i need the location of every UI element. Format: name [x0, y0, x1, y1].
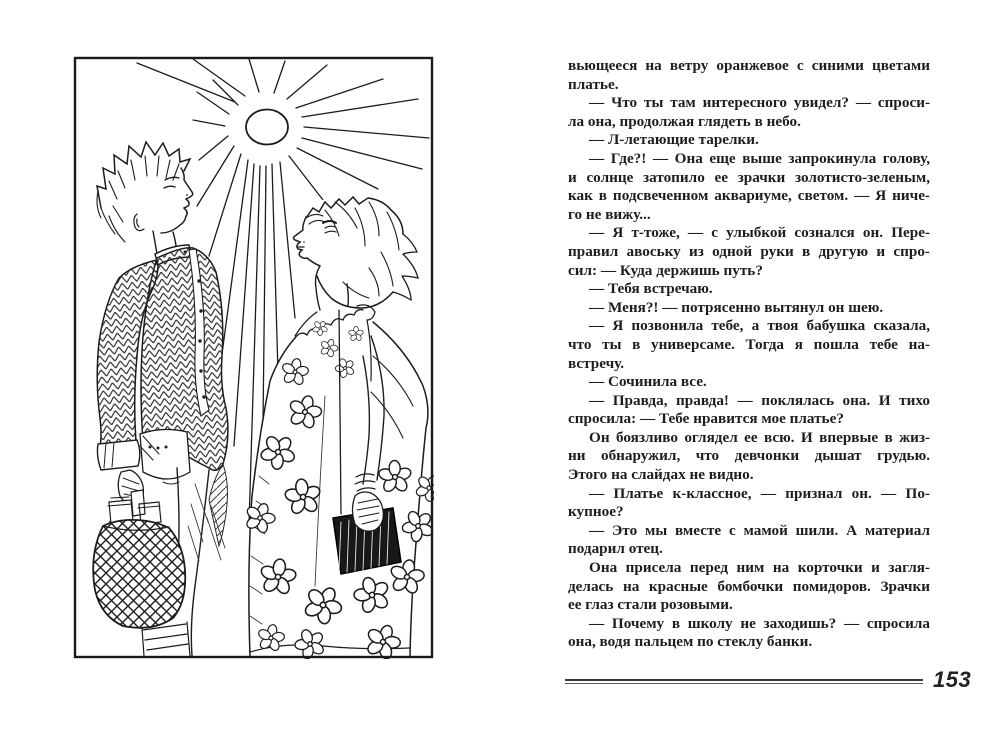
text-line: — Платье к-классное, — признал он. — По- [589, 484, 930, 502]
text-line: — Где?! — Она еще выше запрокинула голову, [589, 149, 930, 167]
text-line: — Правда, правда! — поклялась она. И тихо [589, 391, 930, 409]
text-line: ни обнаружил, что девчонки дышат грудью. [568, 447, 930, 465]
girl-figure [240, 195, 434, 660]
text-line: что ты в универсаме. Тогда я пошла тебе на- [568, 335, 930, 353]
text-line: платье. [568, 75, 619, 93]
page-number: 153 [933, 667, 972, 692]
text-line: — Меня?! — потрясенно вытянул он шею. [589, 298, 884, 316]
text-line: — Это мы вместе с мамой шили. А материал [589, 521, 930, 539]
text-line: она, водя пальцем по стеклу банки. [568, 633, 813, 651]
text-line: вьющееся на ветру оранжевое с синими цветами [568, 57, 930, 74]
text-line: — Я т-тоже, — с улыбкой сознался он. Пере- [589, 224, 930, 242]
text-line: — Л-летающие тарелки. [589, 131, 759, 149]
text-line: как в подсвеченном аквариуме, светом. — Я ниче- [568, 187, 930, 205]
text-line: — Я позвонила тебе, а твоя бабушка сказала, [589, 317, 930, 335]
illustration-drawing [73, 56, 434, 659]
text-line: Этого на слайдах не видно. [568, 466, 754, 484]
text-line: — Что ты там интересного увидел? — спроси- [589, 94, 930, 112]
text-line: подарил отец. [568, 540, 663, 558]
illustration [73, 56, 434, 659]
text-line: купное? [568, 503, 624, 521]
text-line: и солнце затопило ее зрачки золотисто-зеленым, [568, 168, 930, 186]
text-line: Он боязливо оглядел ее всю. И впервые в жиз- [589, 428, 930, 446]
text-line: делась на красные бомбочки помидоров. Зрачки [568, 577, 930, 595]
text-line: Она присела перед ним на корточки и загля- [589, 559, 930, 577]
text-line: ее глаз стали розовыми. [568, 596, 733, 614]
text-line: — Тебя встречаю. [589, 280, 713, 298]
text-line: спросила: — Тебе нравится мое платье? [568, 410, 844, 428]
text-line: го не вижу... [568, 205, 651, 223]
text-line: — Почему в школу не заходишь? — спросила [589, 614, 930, 632]
text-line: — Сочинила все. [589, 373, 707, 391]
page-text [568, 57, 930, 652]
footer-rule [565, 679, 923, 684]
boy-figure [93, 140, 228, 656]
text-line: правил авоську из одной руки в другую и спро- [568, 242, 930, 260]
sun [246, 110, 288, 145]
text-line: сил: — Куда держишь путь? [568, 261, 763, 279]
text-line: встречу. [568, 354, 625, 372]
text-line: ла она, продолжая глядеть в небо. [568, 112, 801, 130]
string-bag [93, 470, 185, 628]
